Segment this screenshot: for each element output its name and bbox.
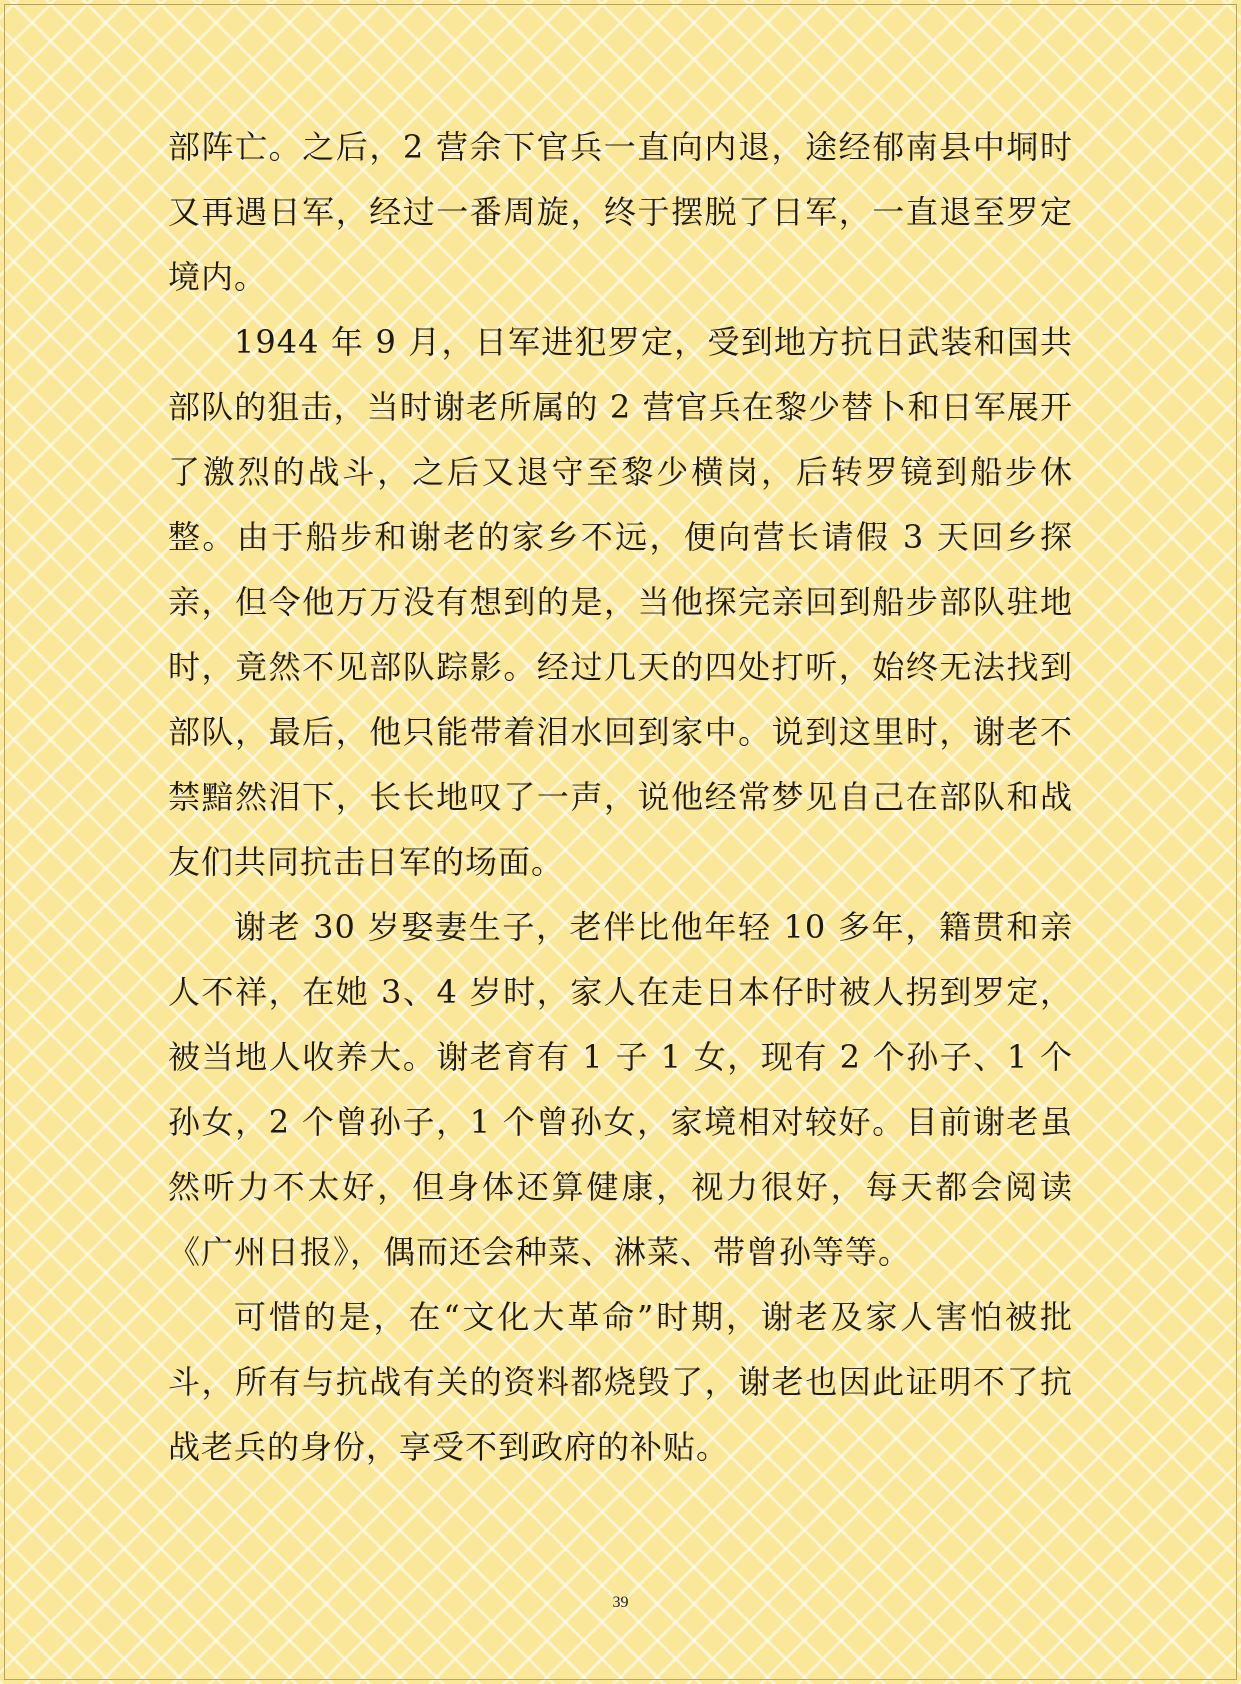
paragraph-2: 1944 年 9 月，日军进犯罗定，受到地方抗日武装和国共部队的狙击，当时谢老所属的 2 营官兵在黎少替卜和日军展开了激烈的战斗，之后又退守至黎少横岗，后转罗镜到船步休整。由于船步和谢老的家乡不远，便向营长请假 3 天回乡探亲，但令他万万没有想到的是，当他探完亲回到船步部队驻地时，竟然不见部队踪影。经过几天的四处打听，始终无法找到部队，最后，他只能带着泪水回到家中。说到这里时，谢老不禁黯然泪下，长长地叹了一声，说他经常梦见自己在部队和战友们共同抗击日军的场面。 [168, 323, 1073, 881]
paragraph-1: 部阵亡。之后，2 营余下官兵一直向内退，途经郁南县中垌时又再遇日军，经过一番周旋，终于摆脱了日军，一直退至罗定境内。 [168, 128, 1073, 296]
body-text [168, 115, 1073, 1480]
paragraph-3: 谢老 30 岁娶妻生子，老伴比他年轻 10 多年，籍贯和亲人不祥，在她 3、4 岁时，家人在走日本仔时被人拐到罗定，被当地人收养大。谢老育有 1 子 1 女，现有 2 个孙子、1 个孙女，2 个曾孙子，1 个曾孙女，家境相对较好。目前谢老虽然听力不太好，但身体还算健康，视力很好，每天都会阅读《广州日报》，偶而还会种菜、淋菜、带曾孙等等。 [168, 908, 1073, 1271]
paragraph-4: 可惜的是，在“文化大革命”时期，谢老及家人害怕被批斗，所有与抗战有关的资料都烧毁了，谢老也因此证明不了抗战老兵的身份，享受不到政府的补贴。 [168, 1298, 1073, 1466]
page-number: 39 [612, 1594, 629, 1611]
